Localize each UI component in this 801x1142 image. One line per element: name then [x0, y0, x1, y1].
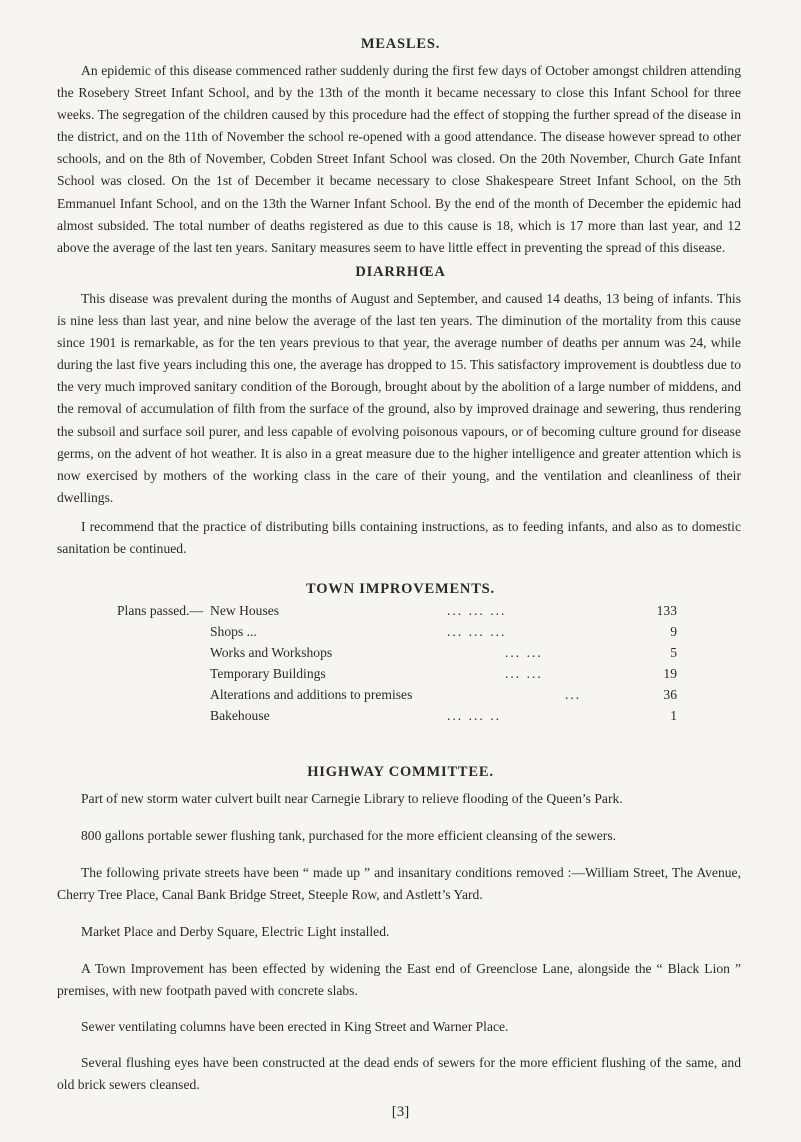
row-label: Works and Workshops	[210, 645, 333, 660]
page-number: [3]	[391, 1104, 410, 1120]
row-label: Bakehouse	[210, 708, 270, 723]
row-value: 1	[670, 708, 677, 723]
diarrhoea-paragraph-2: I recommend that the practice of distributing bills containing instructions, as to feeding infants, and also as to domestic sanitation be continued.	[57, 519, 741, 557]
row-label: Shops ...	[210, 624, 257, 639]
diarrhoea-paragraph-1: This disease was prevalent during the months of August and September, and caused 14 deaths, 13 being of infants. This is nine less than last year, and nine below the average of the last ten years. The diminution of the mortality from this cause since 1901 is remarkable, as for the ten years previous to that year, the average number of deaths per annum was 24, while during the last five years including this one, the average has dropped to 15. This satisfactory improvement is doubtless due to the very much improved sanitary condition of the Borough, brought about by the abolition of a large number of middens, and the removal of accumulation of filth from the surface of the ground, also by improved drainage and sewering, thus rendering the subsoil and surface soil purer, and less capable of evolving poisonous vapours, or of becoming culture ground for disease germs, on the advent of hot weather. It is also in a great measure due to the higher intelligence and greater attention which is now exercised by mothers of the working class in the care of their young, and the ventilation and cleanliness of their dwellings.	[57, 291, 741, 505]
row-dots: ... ...	[505, 645, 543, 660]
plans-passed-prefix: Plans passed.—	[117, 603, 204, 618]
row-label: Temporary Buildings	[210, 666, 326, 681]
measles-heading: MEASLES.	[360, 36, 441, 52]
row-value: 36	[663, 687, 677, 702]
row-dots: ... ... ...	[447, 624, 507, 639]
row-label: Alterations and additions to premises	[210, 687, 413, 702]
highway-item: Part of new storm water culvert built near Carnegie Library to relieve flooding of the Queen’s Park.	[81, 791, 623, 806]
row-dots: ... ... ..	[447, 708, 501, 723]
highway-item: Sewer ventilating columns have been erected in King Street and Warner Place.	[81, 1019, 509, 1034]
town-improvements-heading: TOWN IMPROVEMENTS.	[306, 581, 495, 597]
row-value: 133	[656, 603, 677, 618]
row-label: New Houses	[210, 603, 280, 618]
highway-heading: HIGHWAY COMMITTEE.	[307, 764, 494, 780]
diarrhoea-heading: DIARRHŒA	[355, 264, 446, 280]
row-value: 9	[670, 624, 677, 639]
row-value: 5	[670, 645, 677, 660]
row-value: 19	[663, 666, 677, 681]
highway-item: A Town Improvement has been effected by widening the East end of Greenclose Lane, alongside the “ Black Lion ” premises, with new footpath paved with concrete slabs.	[57, 961, 741, 999]
row-dots: ... ...	[505, 666, 543, 681]
row-dots: ... ... ...	[447, 603, 507, 618]
highway-item: Market Place and Derby Square, Electric Light installed.	[81, 924, 390, 939]
measles-paragraph: An epidemic of this disease commenced rather suddenly during the first few days of October amongst children attending the Rosebery Street Infant School, and by the 13th of the month it became necessary to close this Infant School for three weeks. The segregation of the children caused by this procedure had the effect of stopping the further spread of the disease in the district, and on the 11th of November the school re-opened with a good attendance. The disease however spread to other schools, and on the 8th of November, Cobden Street Infant School was closed. On the 20th November, Church Gate Infant School was closed. On the 1st of December it became necessary to close Shakespeare Street Infant School, on the 5th Emmanuel Infant School, and on the 13th the Warner Infant School. By the end of the month of December the epidemic had almost subsided. The total number of deaths registered as due to this cause is 18, which is 17 more than last year, and 12 above the average of the last ten years. Sanitary measures seem to have little effect in preventing the spread of this disease.	[57, 63, 741, 255]
row-dots: ...	[565, 687, 582, 702]
highway-item: 800 gallons portable sewer flushing tank, purchased for the more efficient cleansing of the sewers.	[81, 828, 617, 843]
highway-item: Several flushing eyes have been constructed at the dead ends of sewers for the more efficient flushing of the same, and old brick sewers cleansed.	[57, 1055, 741, 1093]
highway-item: The following private streets have been “ made up ” and insanitary conditions removed :—William Street, The Avenue, Cherry Tree Place, Canal Bank Bridge Street, Steeple Row, and Astlett’s Yard.	[57, 865, 741, 903]
